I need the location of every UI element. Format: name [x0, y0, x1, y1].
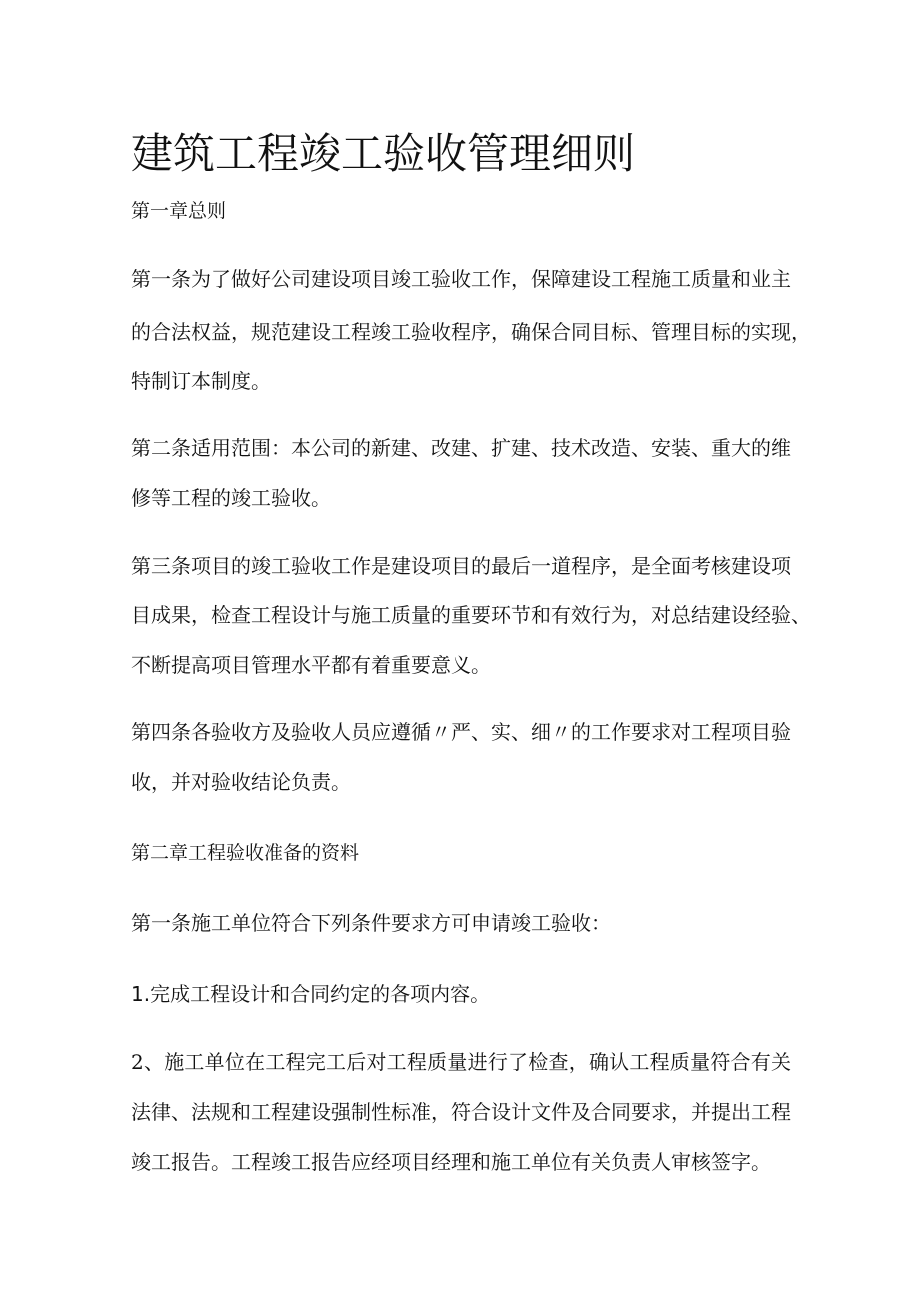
- article-1-line-1: 第一条为了做好公司建设项目竣工验收工作，保障建设工程施工质量和业主: [131, 267, 791, 291]
- chapter-2-heading: 第二章工程验收准备的资料: [131, 842, 360, 864]
- article-2-line-1: 第二条适用范围：本公司的新建、改建、扩建、技术改造、安装、重大的维: [131, 436, 791, 460]
- chapter-1-heading: 第一章总则: [131, 200, 227, 222]
- article-3-line-1: 第三条项目的竣工验收工作是建设项目的最后一道程序，是全面考核建设项: [131, 554, 791, 578]
- list-item-2-number: 2: [131, 1050, 144, 1074]
- article-3-line-3: 不断提高项目管理水平都有着重要意义。: [131, 653, 491, 677]
- article-1-line-2: 的合法权益，规范建设工程竣工验收程序，确保合同目标、管理目标的实现，: [131, 320, 811, 344]
- article-4-line-2: 收，并对验收结论负责。: [131, 770, 351, 794]
- article-4-line-1: 第四条各验收方及验收人员应遵循〃严、实、细〃的工作要求对工程项目验: [131, 720, 791, 744]
- article-3-line-2: 目成果，检查工程设计与施工质量的重要环节和有效行为，对总结建设经验、: [131, 603, 811, 627]
- list-item-1: 1.完成工程设计和合同约定的各项内容。: [131, 982, 491, 1006]
- list-item-2-line-2: 法律、法规和工程建设强制性标准，符合设计文件及合同要求，并提出工程: [131, 1100, 791, 1124]
- article-1-line-3: 特制订本制度。: [131, 369, 271, 393]
- chapter-2-article-1: 第一条施工单位符合下列条件要求方可申请竣工验收：: [131, 911, 611, 935]
- list-item-2-line-3: 竣工报告。工程竣工报告应经项目经理和施工单位有关负责人审核签字。: [131, 1150, 771, 1174]
- list-item-2-line-1: [131, 1048, 791, 1076]
- document-title: 建筑工程竣工验收管理细则: [131, 129, 636, 178]
- list-item-2-text: 、施工单位在工程完工后对工程质量进行了检查，确认工程质量符合有关: [143, 1050, 791, 1074]
- article-2-line-2: 修等工程的竣工验收。: [131, 486, 331, 510]
